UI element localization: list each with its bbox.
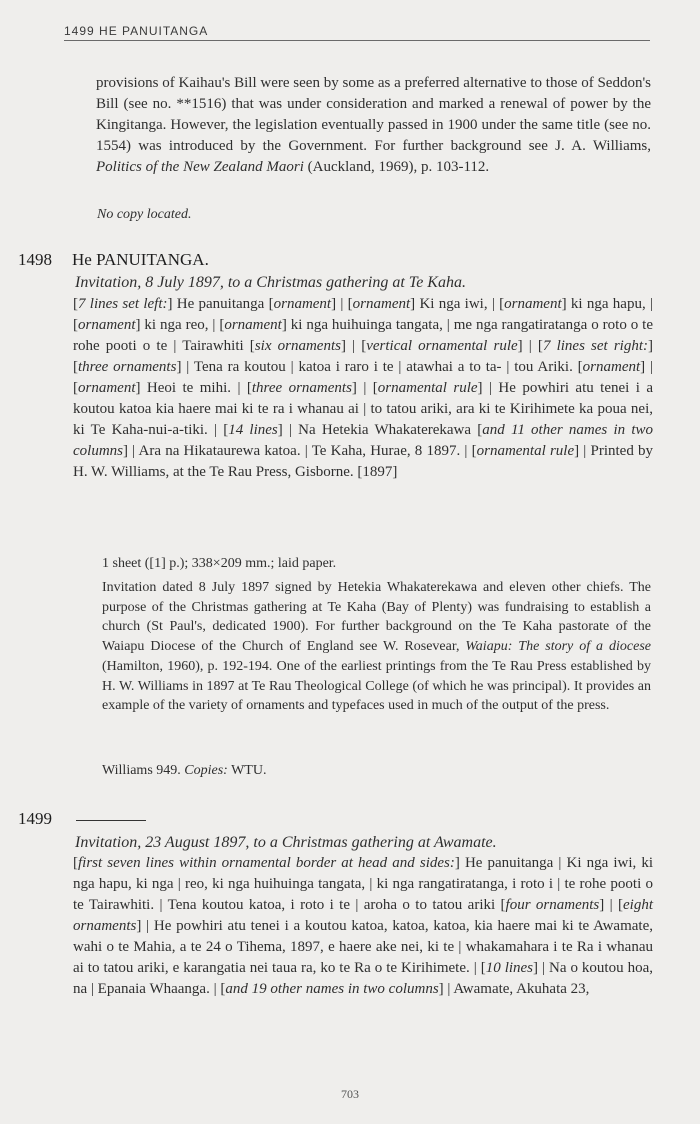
transcribed-text: ] He panuitanga [ — [167, 296, 274, 312]
transcribed-text: [ — [73, 855, 78, 871]
transcribed-text: ] | He powhiri atu tenei i a koutou katoa kia haere mai ki te ra i whanau ai | to tatou ariki, ara ki te Kirihimete ka poua nei, ki Te Kaha-nui-a-tiki. | [ — [73, 380, 654, 438]
transcribed-text: ] | [ — [517, 338, 543, 354]
editorial-note: ornament — [78, 317, 136, 333]
transcribed-text: ] | He powhiri atu tenei i a koutou katoa, katoa, katoa, kia haere mai ki te Awamate, wahi o te Mahia, a te 24 o Tihema, 1897, e haere ake nei, ki te | whakamahara i te Ra i whanau ai to tatou ariki, e karangatia nei taua ra, ko te Ra o te Kirihimete. | [ — [73, 918, 653, 976]
transcribed-text: ] | [ — [73, 359, 653, 396]
transcribed-text: ] ki nga hapu, | [ — [73, 296, 653, 333]
editorial-note: six ornaments — [254, 338, 341, 354]
editorial-note: and 11 other names in two columns — [73, 422, 653, 459]
transcribed-text: ] | [ — [351, 380, 378, 396]
copies-label: Copies: — [184, 763, 228, 778]
editorial-note: and 19 other names in two columns — [225, 981, 439, 997]
page-number: 703 — [341, 1087, 359, 1101]
transcribed-text: ] He panuitanga | Ki nga iwi, ki nga hapu, ki nga | reo, ki nga huihuinga tangata, | ki nga rangatiratanga, i roto i | te rohe pooti o te Tairawhiti. | Tena koutou katoa, i roto i te | aroha o to tatou ariki [ — [73, 855, 653, 913]
editorial-note: ornamental rule — [476, 443, 575, 459]
entry-number-1498: 1498 — [18, 250, 52, 269]
cited-title: Politics of the New Zealand Maori — [96, 159, 304, 175]
note-text-2: (Hamilton, 1960), p. 192-194. One of the earliest printings from the Te Rau Press established by H. W. Williams in 1897 at Te Rau Theological College (of which he was principal). It provides an example of the variety of ornaments and typefaces used in much of the output of the press. — [102, 658, 651, 714]
editorial-note: ornament — [352, 296, 411, 312]
editorial-note: 7 lines set right: — [542, 338, 649, 354]
note-cited-title: Waiapu: The story of a diocese — [465, 639, 651, 655]
editorial-note: four ornaments — [505, 897, 600, 913]
ditto-rule — [76, 820, 146, 821]
transcription-1499 — [73, 853, 653, 1000]
editorial-note: vertical ornamental rule — [366, 338, 518, 354]
note-text-1: Invitation dated 8 July 1897 signed by Hetekia Whakaterekawa and eleven other chiefs. The purpose of the Christmas gathering at Te Kaha (Bay of Plenty) was fundraising to establish a church (St Paul's, dedicated 1900). For further background on the Te Kaha pastorate of the Waiapu Diocese of the Church of England see W. Rosevear, — [102, 580, 651, 655]
editorial-note: ornamental rule — [377, 380, 478, 396]
editorial-note: 10 lines — [485, 960, 534, 976]
continuation-paragraph — [96, 73, 651, 178]
transcribed-text: ] | [ — [599, 897, 624, 913]
physical-description-1498: 1 sheet ([1] p.); 338×209 mm.; laid paper. — [102, 556, 337, 571]
continuation-text-1: provisions of Kaihau's Bill were seen by some as a preferred alternative to those of Seddon's Bill (see no. **1516) that was under consideration and marked a renewal of power by the Kingitanga. However, the legislation eventually passed in 1900 under the same title (see no. 1554) was introduced by the Government. For further background see J. A. Williams, — [96, 75, 651, 154]
transcribed-text: ] [ — [73, 338, 654, 375]
transcribed-text: ] Heoi te mihi. | [ — [135, 380, 252, 396]
note-1498 — [102, 578, 651, 716]
transcribed-text: ] | Ara na Hikataurewa katoa. | Te Kaha, Hurae, 8 1897. | [ — [123, 443, 477, 459]
editorial-note: ornament — [78, 380, 136, 396]
copies-line-1498 — [102, 763, 266, 779]
editorial-note: ornament — [224, 317, 282, 333]
editorial-note: eight ornaments — [73, 897, 654, 934]
running-head: 1499 HE PANUITANGA — [64, 24, 650, 41]
editorial-note: ornament — [504, 296, 562, 312]
transcribed-text: ] | [ — [340, 338, 367, 354]
transcribed-text: ] | Printed by H. W. Williams, at the Te Rau Press, Gisborne. [1897] — [73, 443, 654, 480]
no-copy-note: No copy located. — [97, 207, 192, 222]
transcribed-text: ] ki nga reo, | [ — [135, 317, 225, 333]
editorial-note: three ornaments — [251, 380, 352, 396]
entry-number-1499: 1499 — [18, 809, 52, 828]
continuation-text-2: (Auckland, 1969), p. 103-112. — [303, 159, 490, 175]
reference: Williams 949. — [102, 763, 185, 778]
editorial-note: ornament — [273, 296, 332, 312]
entry-subtitle-1499: Invitation, 23 August 1897, to a Christmas gathering at Awamate. — [75, 834, 497, 851]
entry-title-1498: He PANUITANGA. — [72, 250, 209, 269]
editorial-note: 7 lines set left: — [78, 296, 168, 312]
transcribed-text: ] | Na o koutou hoa, na | Epanaia Whaanga. | [ — [73, 960, 653, 997]
transcribed-text: ] | Tena ra koutou | katoa i raro i te | atawhai a to ta- | tou Ariki. [ — [176, 359, 583, 375]
transcribed-text: ] | Na Hetekia Whakaterekawa [ — [277, 422, 483, 438]
editorial-note: first seven lines within ornamental border at head and sides: — [78, 855, 455, 871]
transcribed-text: [ — [73, 296, 78, 312]
copies-value: WTU. — [227, 763, 267, 778]
editorial-note: ornament — [582, 359, 641, 375]
transcription-1498 — [73, 294, 653, 483]
editorial-note: 14 lines — [228, 422, 278, 438]
editorial-note: three ornaments — [78, 359, 177, 375]
transcribed-text: ] | Awamate, Akuhata 23, — [438, 981, 590, 997]
transcribed-text: ] ki nga huihuinga tangata, | me nga rangatiratanga o roto o te rohe pooti o te | Tairawhiti [ — [73, 317, 653, 354]
entry-subtitle-1498: Invitation, 8 July 1897, to a Christmas gathering at Te Kaha. — [75, 274, 466, 291]
transcribed-text: ] Ki nga iwi, | [ — [410, 296, 505, 312]
transcribed-text: ] | [ — [331, 296, 353, 312]
